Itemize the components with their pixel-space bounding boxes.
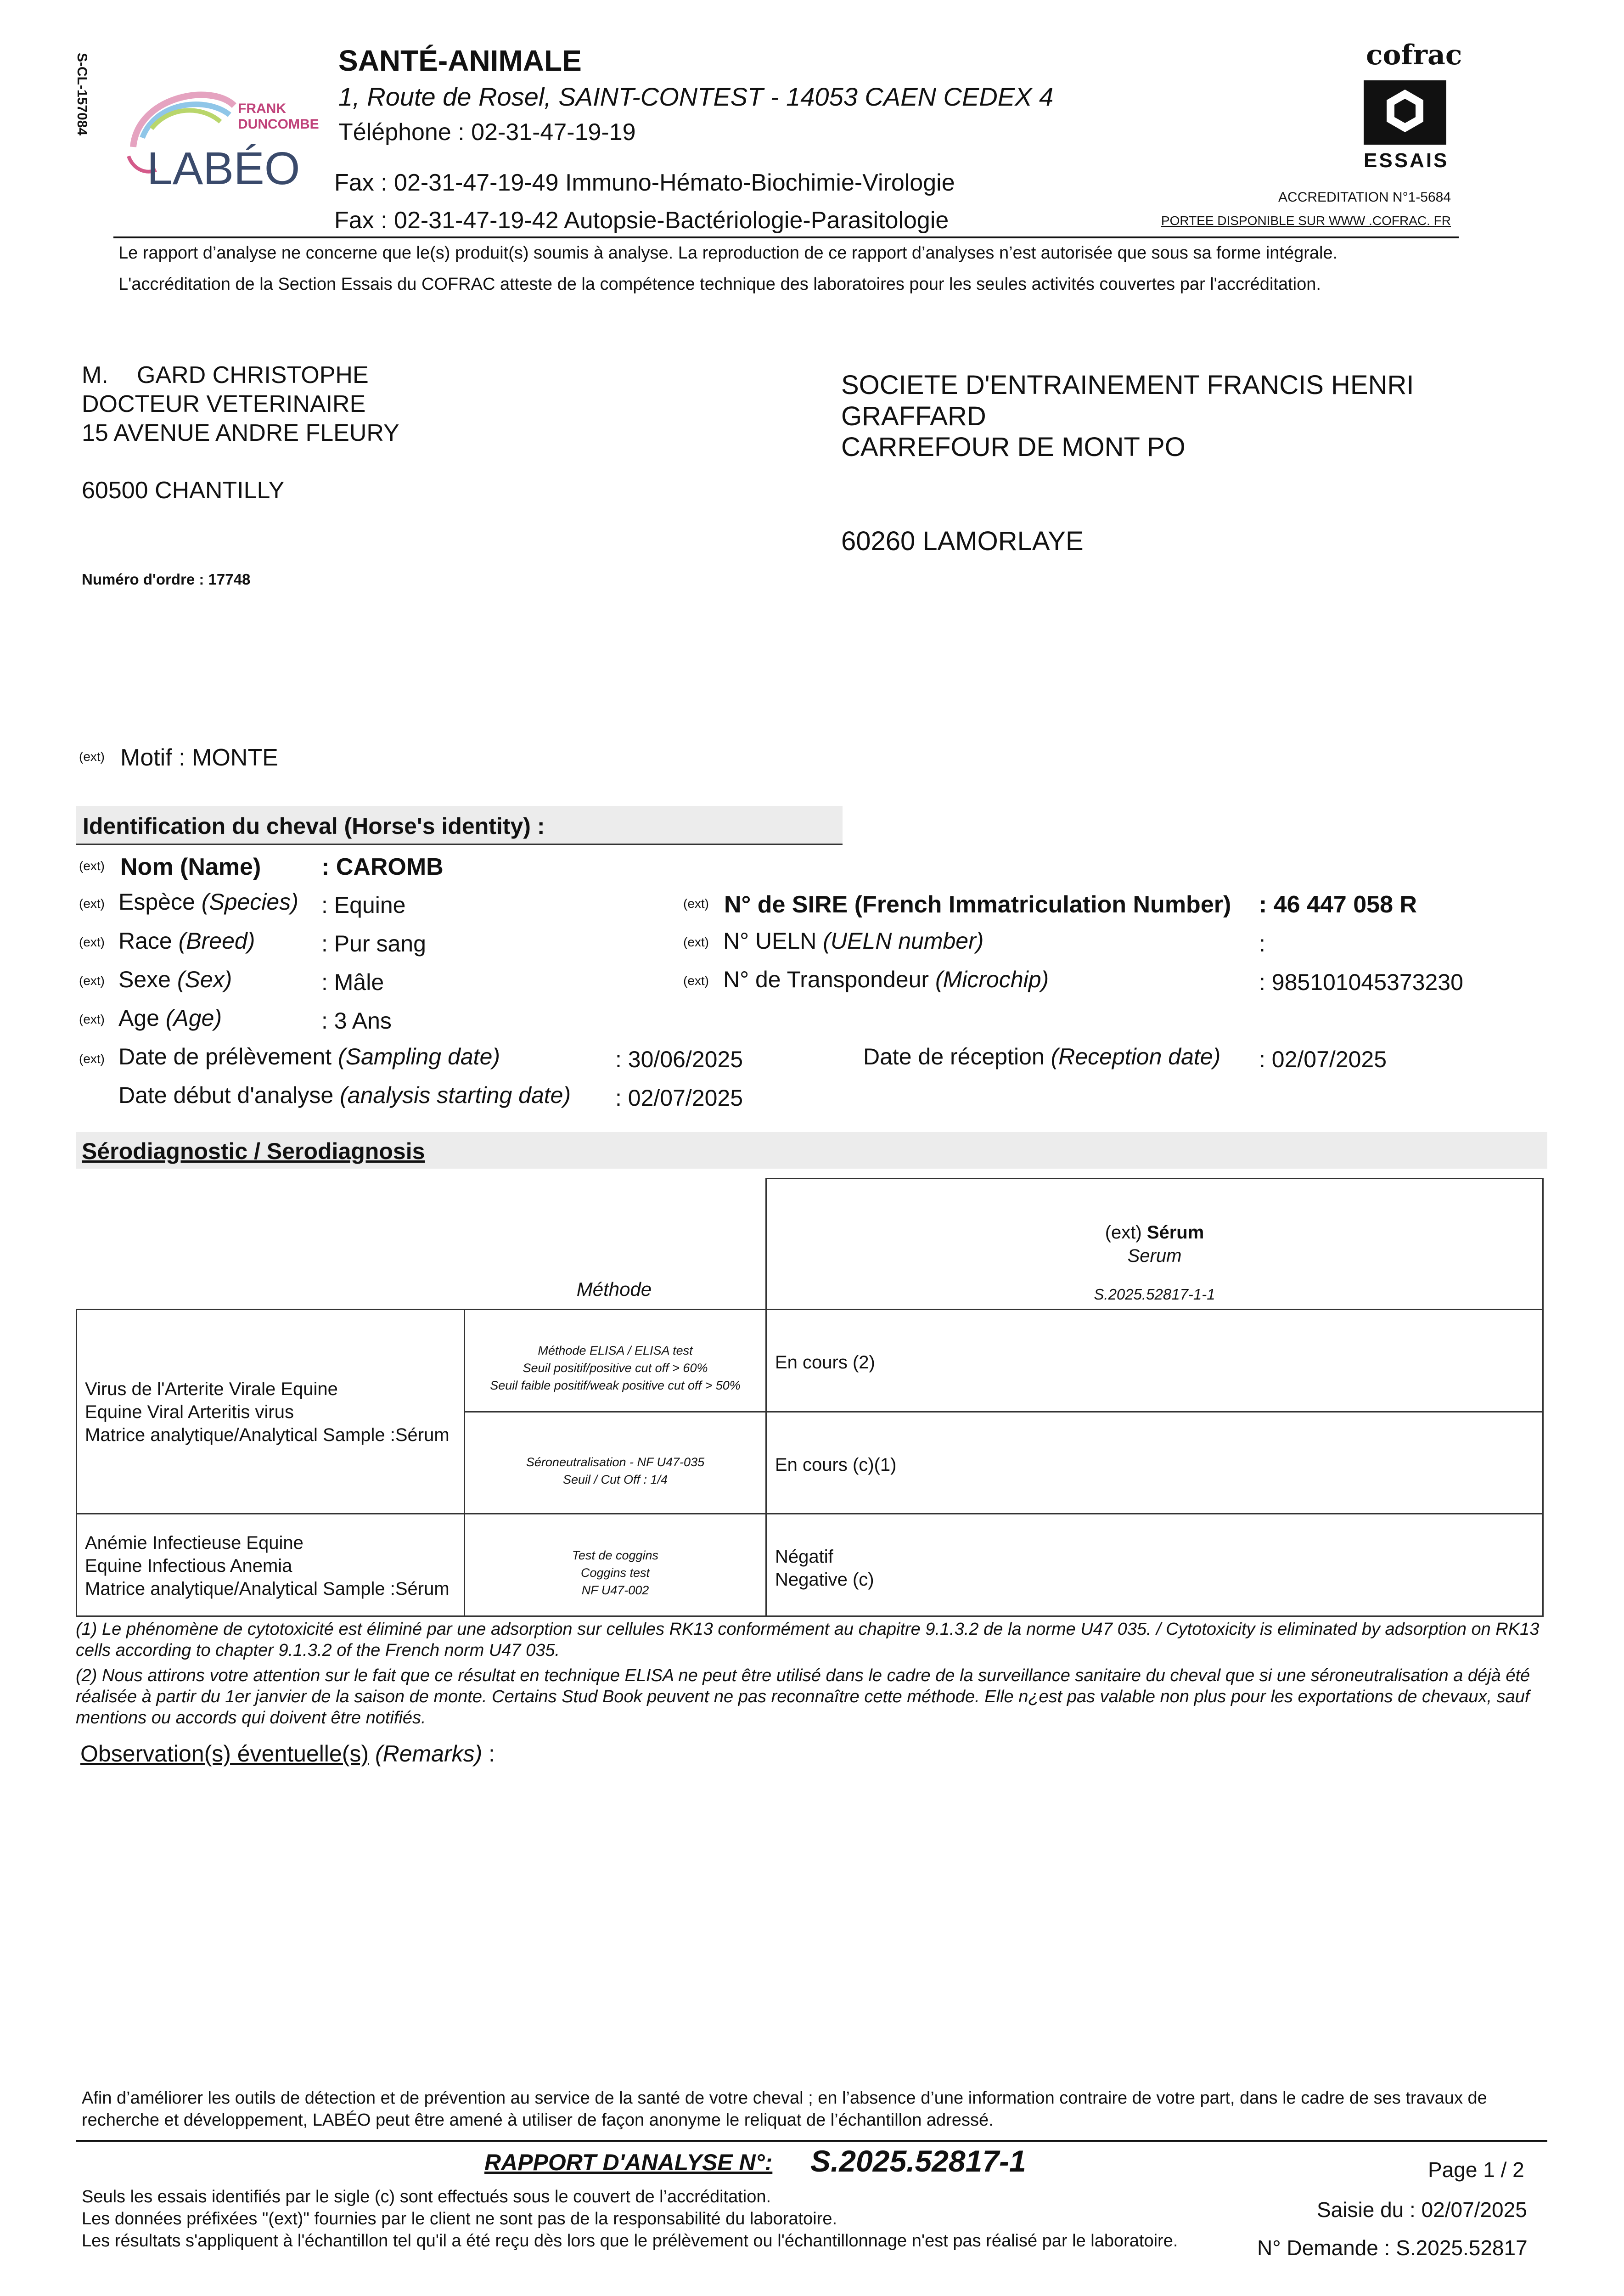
- sample-name: [765, 1222, 1544, 1243]
- analyte-eva-fr: Virus de l'Arterite Virale Equine: [85, 1379, 338, 1399]
- result-coggins-fr: Négatif: [775, 1547, 833, 1567]
- identity-heading: Identification du cheval (Horse's identity) :: [83, 813, 545, 839]
- method-sn-1: Séroneutralisation - NF U47-035: [526, 1455, 705, 1469]
- age-en: (Age): [165, 1005, 222, 1031]
- method-coggins-2: Coggins test: [580, 1566, 650, 1580]
- transponder-en: (Microchip): [935, 967, 1049, 992]
- ext-tag: (ext): [683, 974, 709, 988]
- ext-tag: (ext): [79, 896, 105, 911]
- ext-tag: (ext): [79, 1052, 105, 1066]
- header-divider: [113, 236, 1459, 238]
- result-cell-elisa: [765, 1309, 1544, 1412]
- logo-sub2: DUNCOMBE: [238, 117, 319, 132]
- demande-number: N° Demande : S.2025.52817: [1257, 2236, 1528, 2260]
- sire-label: N° de SIRE (French Immatriculation Number): [724, 891, 1231, 918]
- recipient-line3: CARREFOUR DE MONT PO: [841, 432, 1186, 462]
- cofrac-hexagon-icon: [1361, 78, 1449, 147]
- logo-sub1: FRANK: [238, 101, 286, 116]
- result-cell-coggins: [765, 1513, 1544, 1617]
- prelevement-value: : 30/06/2025: [615, 1047, 743, 1072]
- recipient-city: 60260 LAMORLAYE: [841, 526, 1084, 556]
- race-label: [118, 928, 255, 954]
- transponder-value: : 985101045373230: [1259, 969, 1463, 995]
- sexe-value: : Mâle: [321, 969, 384, 995]
- method-sn-2: Seuil / Cut Off : 1/4: [562, 1473, 668, 1486]
- accreditation-number: ACCREDITATION N°1-5684: [1278, 190, 1451, 205]
- prelevement-en: (Sampling date): [338, 1044, 500, 1069]
- result-coggins-en: Negative (c): [775, 1570, 874, 1590]
- sample-id: S.2025.52817-1-1: [1094, 1286, 1215, 1303]
- sample-en: Serum: [1127, 1246, 1182, 1266]
- analyte-eia-matrix: Matrice analytique/Analytical Sample :Sérum: [85, 1579, 450, 1599]
- espece-value: : Equine: [321, 892, 406, 918]
- order-number: Numéro d'ordre : 17748: [82, 571, 251, 588]
- ext-tag: (ext): [683, 935, 709, 949]
- labeo-logo: [119, 78, 321, 197]
- analyte-eva-matrix: Matrice analytique/Analytical Sample :Sérum: [85, 1425, 450, 1445]
- footer-divider: [76, 2140, 1547, 2142]
- ext-tag: (ext): [79, 1012, 105, 1026]
- recipient-line2: GRAFFARD: [841, 401, 986, 431]
- race-en: (Breed): [178, 928, 255, 954]
- sender-city: 60500 CHANTILLY: [82, 477, 285, 504]
- saisie-date: Saisie du : 02/07/2025: [1317, 2198, 1527, 2222]
- ueln-label: [723, 928, 983, 954]
- sender-title: DOCTEUR VETERINAIRE: [82, 391, 366, 417]
- analyte-eva-en: Equine Viral Arteritis virus: [85, 1402, 294, 1422]
- espece-en: (Species): [201, 889, 298, 915]
- nom-value: : CAROMB: [321, 854, 444, 880]
- ext-tag: (ext): [79, 974, 105, 988]
- lab-name: SANTÉ-ANIMALE: [338, 44, 582, 77]
- age-value: : 3 Ans: [321, 1008, 392, 1034]
- sender-salutation: M.: [82, 362, 108, 388]
- ext-tag: (ext): [79, 935, 105, 949]
- footer-note3: Les résultats s'appliquent à l'échantillon tel qu'il a été reçu dès lors que le prélèvement ou l'échantillonnage n'est pas réalisé par le laboratoire.: [82, 2231, 1178, 2251]
- sender-name: GARD CHRISTOPHE: [137, 362, 369, 388]
- analyte-eia-en: Equine Infectious Anemia: [85, 1556, 292, 1576]
- cofrac-word: cofrac: [1366, 39, 1462, 71]
- portee-link[interactable]: PORTEE DISPONIBLE SUR WWW .COFRAC. FR: [1161, 214, 1451, 228]
- analyte-eia-fr: Anémie Infectieuse Equine: [85, 1533, 303, 1553]
- sexe-fr: Sexe: [118, 967, 171, 992]
- lab-fax2: Fax : 02-31-47-19-42 Autopsie-Bactériologie-Parasitologie: [334, 207, 949, 234]
- result-elisa: En cours (2): [775, 1352, 875, 1373]
- sire-value: : 46 447 058 R: [1259, 891, 1417, 918]
- debut-en: (analysis starting date): [340, 1082, 571, 1108]
- method-elisa-1: Méthode ELISA / ELISA test: [538, 1344, 693, 1357]
- age-label: [118, 1005, 222, 1031]
- prelevement-fr: Date de prélèvement: [118, 1044, 332, 1069]
- ueln-fr: N° UELN: [723, 928, 817, 954]
- observations-label: Observation(s) éventuelle(s): [80, 1741, 369, 1767]
- ext-tag: (ext): [79, 859, 105, 873]
- race-fr: Race: [118, 928, 172, 954]
- page-number: Page 1 / 2: [1428, 2158, 1524, 2182]
- disclaimer-line1: Le rapport d’analyse ne concerne que le(s) produit(s) soumis à analyse. La reproduction de ce rapport d’analyses n’est autorisée que sous sa forme intégrale.: [118, 243, 1338, 263]
- recipient-line1: SOCIETE D'ENTRAINEMENT FRANCIS HENRI: [841, 370, 1414, 400]
- ueln-value: :: [1259, 931, 1265, 957]
- sero-heading: Sérodiagnostic / Serodiagnosis: [82, 1138, 425, 1164]
- lab-phone: Téléphone : 02-31-47-19-19: [338, 119, 636, 146]
- logo-brand: LABÉO: [147, 143, 300, 194]
- nom-label: Nom (Name): [120, 854, 261, 880]
- motif: Motif : MONTE: [120, 744, 278, 771]
- transponder-label: [723, 966, 1049, 993]
- result-sn: En cours (c)(1): [775, 1455, 897, 1475]
- rapport-label: RAPPORT D'ANALYSE N°:: [484, 2150, 773, 2175]
- cofrac-logo: [1359, 39, 1462, 177]
- method-coggins-1: Test de coggins: [572, 1548, 659, 1562]
- sexe-en: (Sex): [177, 967, 232, 992]
- ueln-en: (UELN number): [823, 928, 984, 954]
- footnote-2: (2) Nous attirons votre attention sur le fait que ce résultat en technique ELISA ne peut être utilisé dans le cadre de la surveillance sanitaire du cheval que si une séroneutralisation a déjà été réalisée à partir du 1er janvier de la saison de monte. Certains Stud Book peuvent ne pas reconnaître cette méthode. Elle n¿est pas valable non plus pour les exportations de chevaux, sauf mentions ou accords qui doivent être notifiés.: [76, 1666, 1530, 1728]
- footer-improve: Afin d’améliorer les outils de détection et de prévention au service de la santé de votre cheval ; en l’absence d’une information contraire de votre part, dans le cadre de ses travaux de recherche et développement, LABÉO peut être amené à utiliser de façon anonyme le reliquat de l’échantillon adressé.: [82, 2088, 1487, 2130]
- rapport-number: S.2025.52817-1: [810, 2144, 1026, 2178]
- transponder-fr: N° de Transpondeur: [723, 967, 929, 992]
- reception-fr: Date de réception: [863, 1044, 1045, 1069]
- reception-en: (Reception date): [1051, 1044, 1221, 1069]
- observations: [80, 1740, 495, 1767]
- reception-label: [863, 1043, 1220, 1070]
- footer-note1: Seuls les essais identifiés par le sigle (c) sont effectués sous le couvert de l’accréditation.: [82, 2187, 771, 2206]
- footer-note2: Les données préfixées "(ext)" fournies par le client ne sont pas de la responsabilité du laboratoire.: [82, 2209, 837, 2228]
- reception-value: : 02/07/2025: [1259, 1047, 1387, 1072]
- sexe-label: [118, 966, 232, 993]
- lab-address: 1, Route de Rosel, SAINT-CONTEST - 14053 CAEN CEDEX 4: [338, 82, 1054, 111]
- sample-ext: (ext): [1105, 1222, 1142, 1243]
- prelevement-label: [118, 1043, 500, 1070]
- cofrac-essais: ESSAIS: [1364, 149, 1449, 172]
- lab-fax1: Fax : 02-31-47-19-49 Immuno-Hémato-Biochimie-Virologie: [334, 169, 955, 196]
- side-code: S-CL-157084: [74, 53, 90, 136]
- disclaimer-line2: L'accréditation de la Section Essais du COFRAC atteste de la compétence technique des laboratoires pour les seules activités couvertes par l'accréditation.: [118, 275, 1321, 294]
- age-fr: Age: [118, 1005, 159, 1031]
- methode-header: Méthode: [576, 1278, 652, 1300]
- method-elisa-2: Seuil positif/positive cut off > 60%: [523, 1361, 708, 1375]
- debut-value: : 02/07/2025: [615, 1085, 743, 1111]
- observations-colon: :: [489, 1741, 495, 1767]
- ext-tag: (ext): [683, 896, 709, 911]
- debut-label: [118, 1082, 571, 1109]
- method-coggins-3: NF U47-002: [581, 1583, 649, 1597]
- sample-name-text: Sérum: [1146, 1222, 1204, 1243]
- sender-street: 15 AVENUE ANDRE FLEURY: [82, 420, 399, 446]
- debut-fr: Date début d'analyse: [118, 1082, 334, 1108]
- ext-tag: (ext): [79, 749, 105, 764]
- espece-fr: Espèce: [118, 889, 195, 915]
- footnote-1: (1) Le phénomène de cytotoxicité est éliminé par une adsorption sur cellules RK13 conformément au chapitre 9.1.3.2 de la norme U47 035. / Cytotoxicity is eliminated by adsorption on RK13 cells according to chapter 9.1.3.2 of the French norm U47 035.: [76, 1620, 1540, 1660]
- observations-en: (Remarks): [375, 1741, 483, 1767]
- race-value: : Pur sang: [321, 931, 426, 957]
- method-elisa-3: Seuil faible positif/weak positive cut off > 50%: [490, 1379, 741, 1392]
- espece-label: [118, 889, 298, 915]
